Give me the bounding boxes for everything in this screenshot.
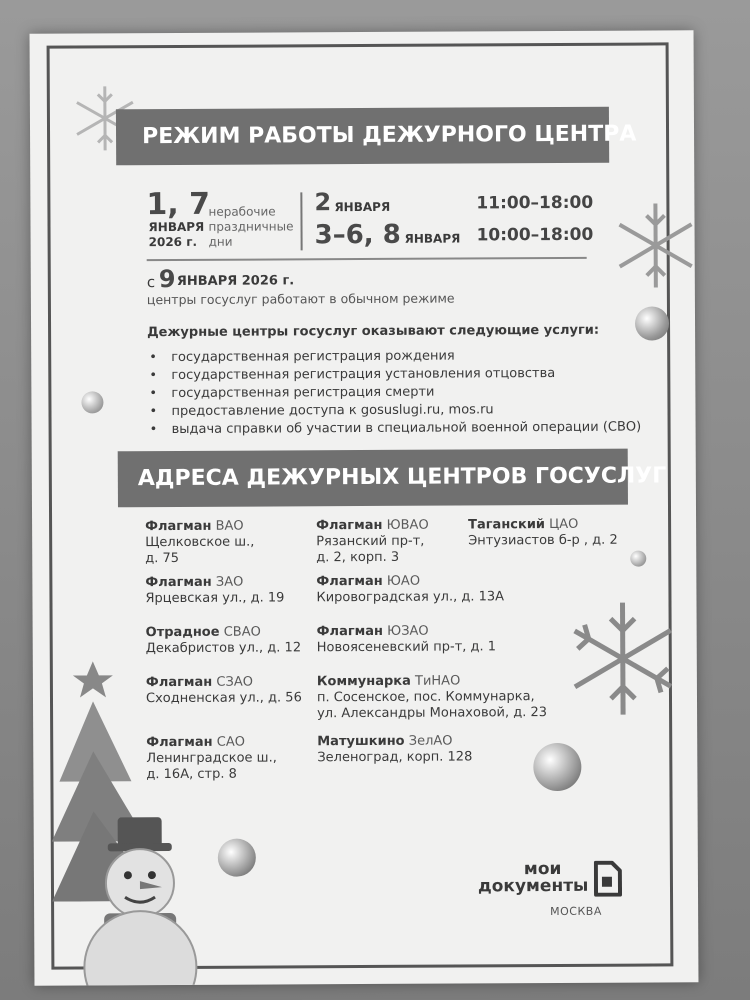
services-list [147, 347, 641, 440]
schedule-month: ЯНВАРЯ [404, 231, 461, 246]
list-item: • выдача справки об участии в специальной военной операции (СВО) [148, 419, 642, 440]
normal-prefix: с [146, 273, 156, 292]
center-item: Флагман ЗАО Ярцевская ул., д. 19 [145, 574, 285, 607]
list-item: • государственная регистрация смерти [147, 383, 641, 404]
ornament-ball [533, 743, 581, 791]
snowflake-icon [610, 200, 698, 290]
page-title: РЕЖИМ РАБОТЫ ДЕЖУРНОГО ЦЕНТРА [116, 107, 609, 166]
center-item: Флагман СЗАО Сходненская ул., д. 56 [145, 674, 302, 707]
list-item: • предоставление доступа к gosuslugi.ru, mos.ru [147, 401, 641, 422]
center-item: Флагман ЮАО Кировоградская ул., д. 13А [316, 573, 505, 606]
center-item: Флагман САО Ленинградское ш., д. 16А, стр. 8 [146, 734, 277, 783]
poster-sheet [30, 30, 699, 985]
center-item: Коммунарка ТиНАО п. Сосенское, пос. Коммунарка, ул. Александры Монаховой, д. 23 [316, 673, 548, 722]
holiday-year: 2026 г. [148, 234, 198, 250]
ornament-ball [81, 391, 103, 413]
logo-text: документы [477, 875, 589, 897]
ornament-ball [635, 306, 669, 340]
list-item: • государственная регистрация рождения [147, 347, 641, 368]
center-item: Флагман ЮЗАО Новоясеневский пр-т, д. 1 [316, 623, 497, 656]
ornament-ball [630, 551, 646, 567]
snowman-illustration [70, 817, 211, 986]
holiday-note: дни [208, 234, 233, 249]
holiday-month: ЯНВАРЯ [148, 219, 205, 235]
logo-icon [594, 861, 622, 897]
schedule-day: 2 [314, 188, 332, 217]
logo-text: мои [523, 858, 562, 880]
holiday-dates: 1, 7 [146, 186, 211, 223]
schedule-time: 11:00–18:00 [476, 192, 594, 214]
normal-text: центры госуслуг работают в обычном режиме [146, 290, 455, 308]
schedule-day: 3–6, 8 [314, 219, 401, 251]
normal-day: 9 [158, 264, 176, 294]
holiday-note: нерабочие [208, 204, 276, 219]
snowflake-icon [562, 598, 683, 719]
center-item: Матушкино ЗелАО Зеленоград, корп. 128 [317, 733, 473, 766]
section-title: АДРЕСА ДЕЖУРНЫХ ЦЕНТРОВ ГОСУСЛУГ [118, 449, 628, 508]
services-heading: Дежурные центры госуслуг оказывают следующие услуги: [147, 322, 600, 341]
list-item: • государственная регистрация установления отцовства [147, 365, 641, 386]
holiday-note: праздничные [208, 219, 294, 234]
normal-date: ЯНВАРЯ 2026 г. [176, 273, 295, 289]
schedule-month: ЯНВАРЯ [334, 199, 391, 215]
divider [300, 192, 302, 250]
center-item: Таганский ЦАО Энтузиастов б-р , д. 2 [468, 516, 618, 549]
center-item: Флагман ВАО Щелковское ш., д. 75 [145, 518, 255, 567]
ornament-ball [218, 839, 256, 877]
logo-city: МОСКВА [550, 904, 602, 919]
center-item: Флагман ЮВАО Рязанский пр-т, д. 2, корп. 3 [316, 517, 429, 566]
center-item: Отрадное СВАО Декабристов ул., д. 12 [145, 624, 302, 657]
schedule-time: 10:00–18:00 [476, 224, 594, 246]
